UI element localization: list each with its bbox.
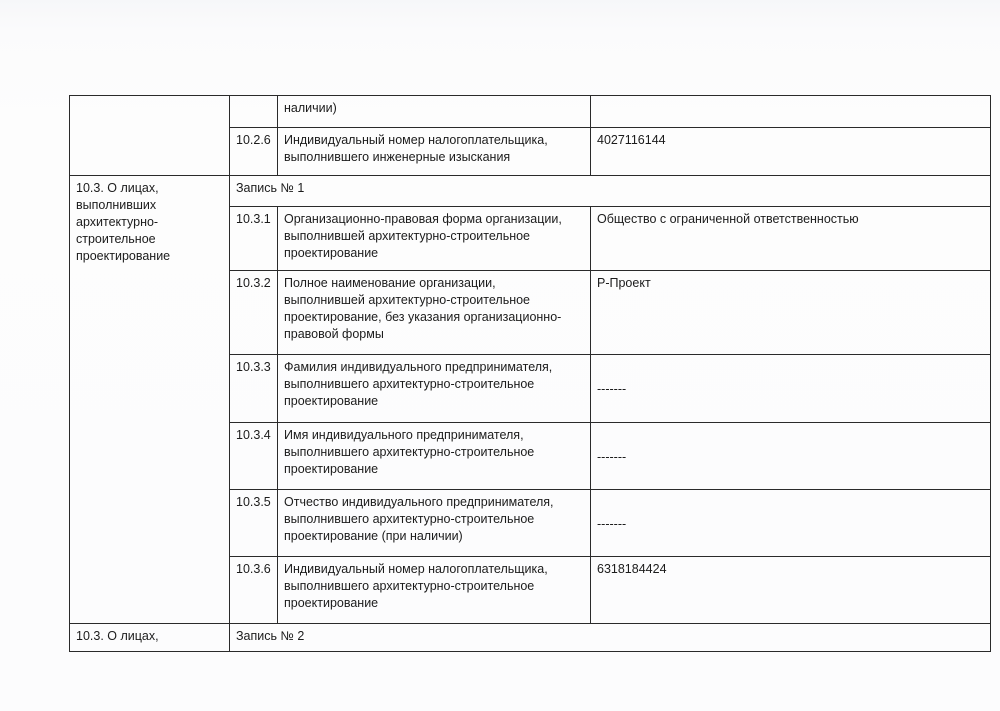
row-code: 10.3.1 (230, 207, 278, 271)
row-value: 6318184424 (591, 557, 991, 624)
section-title: 10.3. О лицах, выполнивших архитектурно- строительное проектирование (70, 176, 230, 624)
row-name: Полное наименование организации, выполнившей архитектурно-строительное проектирование, без указания организационно- правовой формы (278, 271, 591, 355)
row-value: ------- (591, 355, 991, 423)
record-label: Запись № 2 (230, 624, 991, 652)
row-code: 10.3.4 (230, 423, 278, 490)
row-code: 10.3.3 (230, 355, 278, 423)
section-cell-empty (70, 96, 230, 176)
section-title: 10.3. О лицах, (70, 624, 230, 652)
record-label: Запись № 1 (230, 176, 991, 207)
row-code: 10.3.5 (230, 490, 278, 557)
row-name: Индивидуальный номер налогоплательщика, выполнившего архитектурно-строительное проектирование (278, 557, 591, 624)
record-header-row (70, 624, 991, 652)
table-row (70, 96, 991, 128)
row-name: Фамилия индивидуального предпринимателя, выполнившего архитектурно-строительное проектирование (278, 355, 591, 423)
row-value: ------- (591, 423, 991, 490)
row-value (591, 96, 991, 128)
row-value: Общество с ограниченной ответственностью (591, 207, 991, 271)
row-value: Р-Проект (591, 271, 991, 355)
row-name: наличии) (278, 96, 591, 128)
row-code: 10.3.6 (230, 557, 278, 624)
row-value: 4027116144 (591, 128, 991, 176)
row-code (230, 96, 278, 128)
row-value: ------- (591, 490, 991, 557)
row-name: Отчество индивидуального предпринимателя, выполнившего архитектурно-строительное проектирование (при наличии) (278, 490, 591, 557)
record-header-row (70, 176, 991, 207)
row-code: 10.3.2 (230, 271, 278, 355)
row-code: 10.2.6 (230, 128, 278, 176)
row-name: Имя индивидуального предпринимателя, выполнившего архитектурно-строительное проектирование (278, 423, 591, 490)
row-name: Организационно-правовая форма организации, выполнившей архитектурно-строительное проектирование (278, 207, 591, 271)
registry-table (69, 95, 991, 652)
row-name: Индивидуальный номер налогоплательщика, выполнившего инженерные изыскания (278, 128, 591, 176)
